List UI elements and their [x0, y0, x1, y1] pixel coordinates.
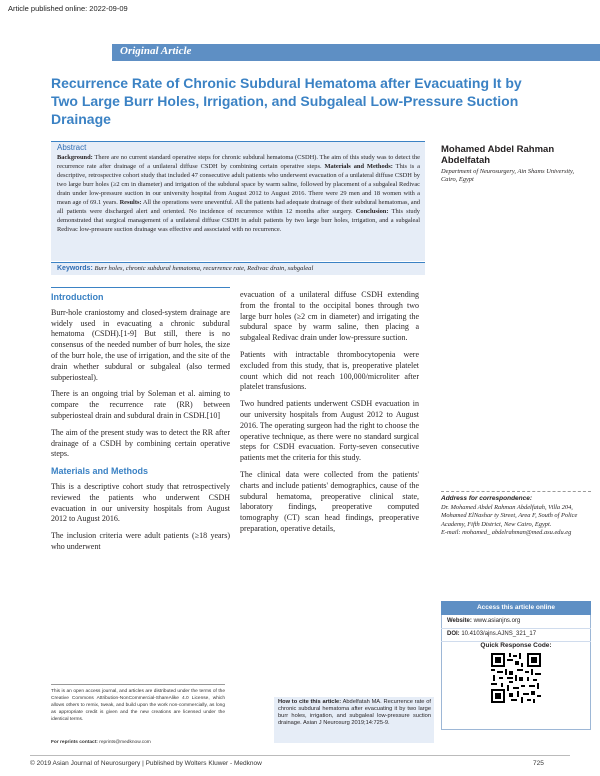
col2-paragraph-2: Patients with intractable thrombocytopenia were excluded from this study, that is, preoperative platelet count which did not reach 100,000/microliter after platelet transfusions.: [240, 349, 419, 392]
access-online-heading: Access this article online: [441, 601, 591, 615]
qr-code-icon[interactable]: [491, 653, 541, 703]
abstract-conclusion-label: Conclusion:: [355, 208, 389, 215]
abstract-background: There are no current standard operative steps for chronic subdural hematoma (CSDH). The aim of this study was to detect the recurrence rate after drainage of a unilateral diffuse CSDH by combining certain operative steps.: [57, 154, 420, 170]
footer-divider: [30, 755, 570, 756]
license-notice: This is an open access journal, and articles are distributed under the terms of the Creative Commons Attribution-NonCommercial-ShareAlike 4.0 License, which allows others to remix, tweak, and build upon the work non-commercially, as long as appropriate credit is given and the new creations are licensed under the identical terms.: [51, 689, 225, 722]
col2-paragraph-1: evacuation of a unilateral diffuse CSDH extending from the frontal to the occipital bones through two large burr holes (≥2 cm in diameter) and irrigating the subdural space by warm saline, then placing a subgaleal Redivac drain under low-pressure suction.: [240, 290, 419, 343]
reprints-email[interactable]: reprints@medknow.com: [99, 740, 151, 745]
author-affiliation: Department of Neurosurgery, Ain Shams University, Cairo, Egypt: [441, 168, 575, 183]
article-category-banner: [112, 44, 600, 61]
published-date: Article published online: 2022-09-09: [8, 4, 128, 13]
reprints-contact: [51, 740, 225, 745]
website-label: Website:: [447, 618, 472, 624]
keywords: [57, 265, 422, 272]
access-website[interactable]: [441, 615, 591, 629]
intro-paragraph-1: Burr-hole craniostomy and closed-system drainage are widely used in evacuating a chronic subdural hematoma (CSDH).[1-9] But still, there is no consensus of the needed number of burr holes, the size of the burr hole, the use of irrigation, and the site of the drain whether subdural or subgaleal (also termed subperiosteal).: [51, 307, 230, 382]
section-divider: [51, 287, 230, 288]
methods-heading: Materials and Methods: [51, 466, 149, 477]
abstract-results: All the operations were uneventful. All the patients had adequate drainage of their subdural hematomas, and all patients were discharged alert and oriented. No incidence of recurrence within 12 months after surgery.: [57, 199, 420, 215]
reprints-label: For reprints contact:: [51, 740, 98, 745]
correspondence-email[interactable]: E-mail: mohamed_ abdelrahman@med.asu.edu.eg: [441, 529, 572, 536]
article-category: Original Article: [120, 45, 192, 57]
website-link[interactable]: www.asianjns.org: [473, 618, 521, 624]
cite-label: How to cite this article:: [278, 699, 342, 705]
how-to-cite: [278, 699, 431, 727]
author-name: Mohamed Abdel Rahman Abdelfatah: [441, 144, 555, 166]
footer-copyright: © 2019 Asian Journal of Neurosurgery | Published by Wolters Kluwer - Medknow: [30, 760, 262, 767]
abstract-heading: Abstract: [57, 143, 87, 152]
keywords-label: Keywords:: [57, 265, 93, 272]
page-number: 725: [533, 760, 544, 767]
col2-paragraph-3: Two hundred patients underwent CSDH evacuation in our university hospitals from August 2012 to August 2016. The operating surgeon had the right to choose the operative technique, as there were no standard surgical steps for CSDH evacuation. Forty-seven consecutive patients met the criteria for this study.: [240, 399, 419, 463]
intro-paragraph-2: There is an ongoing trial by Soleman et al. aiming to compare the recurrence rate (RR) between subperiosteal drain and subdural drain in CSDH.[10]: [51, 389, 230, 420]
cite-text: Abdelfatah MA. Recurrence rate of chronic subdural hematoma after evacuating it by two large burr holes, irrigation, and subgaleal low-pressure suction drainage. Asian J Neurosurg 2019;14:725-9.: [278, 699, 431, 726]
abstract-body: [57, 153, 420, 234]
abstract-methods-label: Materials and Methods:: [324, 163, 393, 170]
introduction-heading: Introduction: [51, 292, 104, 302]
article-title: Recurrence Rate of Chronic Subdural Hematoma after Evacuating It by Two Large Burr Holes, Irrigation, and Subgaleal Low-Pressure Suction Drainage: [51, 75, 522, 127]
access-doi[interactable]: [441, 628, 591, 642]
col2-paragraph-4: The clinical data were collected from the patients' charts and include patients' demographics, cause of the subdural hematoma, preoperative clinical state, laboratory findings, preoperative computed tomography (CT) scan head findings, preoperative preparation, operative details,: [240, 469, 419, 533]
body-column-1: [51, 292, 230, 559]
intro-paragraph-3: The aim of the present study was to detect the RR after drainage of a CSDH by combining certain operative steps.: [51, 427, 230, 459]
correspondence-divider: [441, 491, 591, 492]
keywords-value: Burr holes, chronic subdural hematoma, recurrence rate, Redivac drain, subgaleal: [94, 265, 314, 272]
correspondence: [441, 495, 591, 538]
body-column-2: [240, 290, 419, 541]
abstract-background-label: Background:: [57, 154, 93, 161]
methods-paragraph-2: The inclusion criteria were adult patients (≥18 years) who underwent: [51, 531, 230, 551]
correspondence-label: Address for correspondence:: [441, 495, 533, 502]
doi-label: DOI:: [447, 631, 460, 637]
qr-code-label: Quick Response Code:: [480, 642, 552, 649]
abstract-conclusion: This study demonstrated that surgical management of a unilateral diffuse CSDH in adult patients by two large burr holes, irrigation, and a subgaleal Redivac low-pressure suction drainage was effective and associated with no recurrence.: [57, 208, 420, 233]
abstract-methods: This is a descriptive, retrospective cohort study that included 47 consecutive adult patients who underwent evacuation of a unilateral diffuse CSDH by two large burr holes (≥2 cm in diameter) and irrigation of the subdural space by warm saline, followed by placement of a subgaleal Redivac drain under low-pressure suction in our university hospital from August 2012 to August 2016. There were 29 men and 18 women with a mean age of 69.1 years.: [57, 163, 420, 206]
abstract-results-label: Results:: [119, 199, 142, 206]
license-divider: [51, 684, 225, 685]
doi-link[interactable]: 10.4103/ajns.AJNS_321_17: [461, 631, 537, 637]
correspondence-address: Dr. Mohamed Abdel Rahman Abdelfatah, Villa 204, Mohamed ElNashar ty Street, Area F, South of Police Academy, Fifth District, New Cairo, Egypt.: [441, 503, 578, 528]
methods-paragraph-1: This is a descriptive cohort study that retrospectively reviewed the patients who underwent CSDH evacuation in our university hospitals from August 2012 to August 2016.: [51, 481, 230, 524]
